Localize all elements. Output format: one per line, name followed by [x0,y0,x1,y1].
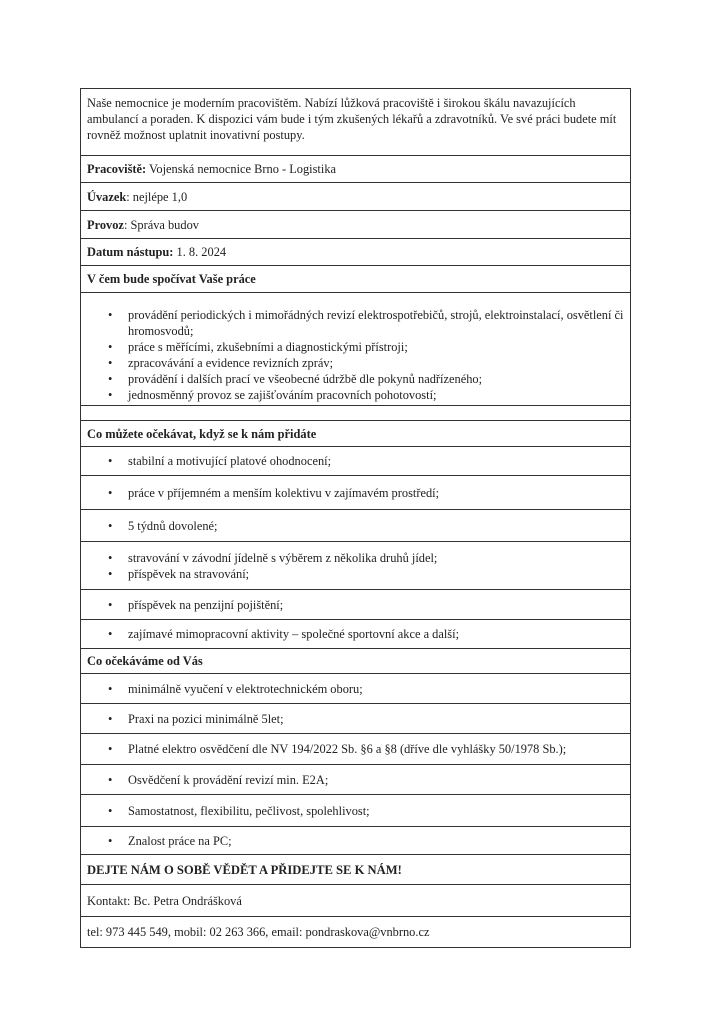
list-item: • zajímavé mimopracovní aktivity – společné sportovní akce a další; [87,626,624,642]
operation-row [80,211,631,239]
list-item: • práce s měřícími, zkušebními a diagnostickými přístroji; [87,339,624,355]
expect-heading: Co očekáváme od Vás [87,654,203,668]
list-item: • stravování v závodní jídelně s výběrem z několika druhů jídel; [87,550,624,566]
list-item: • provádění i dalších prací ve všeobecné údržbě dle pokynů nadřízeného; [87,371,624,387]
list-item: • příspěvek na penzijní pojištění; [87,597,624,613]
list-item: • minimálně vyučení v elektrotechnickém oboru; [87,681,624,697]
cta-text: DEJTE NÁM O SOBĚ VĚDĚT A PŘIDEJTE SE K NÁM! [87,862,402,877]
list-item: • práce v příjemném a menším kolektivu v zajímavém prostředí; [87,485,624,501]
list-item: • příspěvek na stravování; [87,566,624,582]
list-item: • stabilní a motivující platové ohodnocení; [87,453,624,469]
list-item: • provádění periodických i mimořádných revizí elektrospotřebičů, strojů, elektroinstalací, osvětlení či hromosvodů; [87,307,624,339]
expect-row [80,765,631,795]
offer-heading: Co můžete očekávat, když se k nám přidáte [87,426,317,441]
expect-heading-row [80,649,631,674]
work-heading: V čem bude spočívat Vaše práce [87,272,256,286]
offer-row [80,590,631,620]
contact-line-row [80,917,631,948]
list-item: • Osvědčení k provádění revizí min. E2A; [87,772,624,788]
work-list [87,307,624,403]
offer-row [80,620,631,649]
list-item: • Samostatnost, flexibilitu, pečlivost, spolehlivost; [87,803,624,819]
offer-row [80,447,631,476]
workplace-label: Pracoviště: [87,162,147,176]
offer-row [80,510,631,542]
expect-row [80,674,631,704]
workload-row [80,183,631,211]
operation-label: Provoz [87,217,124,232]
contact-person-row [80,885,631,917]
offer-row [80,476,631,510]
start-date-value: 1. 8. 2024 [173,245,227,259]
operation-value: : Správa budov [123,217,199,232]
list-item: • Znalost práce na PC; [87,833,624,849]
start-date-row [80,239,631,266]
list-item: • jednosměnný provoz se zajišťováním pracovních pohotovostí; [87,387,624,403]
expect-row [80,704,631,734]
offer-row [80,542,631,590]
list-item: • 5 týdnů dovolené; [87,518,624,534]
job-posting-document [80,88,631,948]
intro-text: Naše nemocnice je moderním pracovištěm. Nabízí lůžková pracoviště i širokou škálu navazujících ambulancí a poraden. K dispozici vám bude i tým zkušených lékařů a zdravotníků. Ve své práci budete mít rovněž možnost uplatnit inovativní postupy. [87,96,617,142]
expect-row [80,734,631,765]
work-list-row [80,293,631,406]
intro-row [80,88,631,156]
contact-line: tel: 973 445 549, mobil: 02 263 366, email: pondraskova@vnbrno.cz [87,925,430,939]
workload-value: : nejlépe 1,0 [126,189,188,204]
spacer-row [80,406,631,421]
workload-label: Úvazek [87,189,127,204]
offer-heading-row [80,421,631,447]
contact-person: Kontakt: Bc. Petra Ondrášková [87,893,242,908]
expect-row [80,795,631,827]
list-item: • Platné elektro osvědčení dle NV 194/2022 Sb. §6 a §8 (dříve dle vyhlášky 50/1978 Sb.); [87,741,624,757]
work-heading-row [80,266,631,293]
list-item: • Praxi na pozici minimálně 5let; [87,711,624,727]
workplace-value: Vojenská nemocnice Brno - Logistika [146,162,337,176]
list-item: • zpracovávání a evidence revizních zpráv; [87,355,624,371]
cta-row [80,855,631,885]
start-date-label: Datum nástupu: [87,245,174,259]
expect-row [80,827,631,855]
workplace-row [80,156,631,183]
